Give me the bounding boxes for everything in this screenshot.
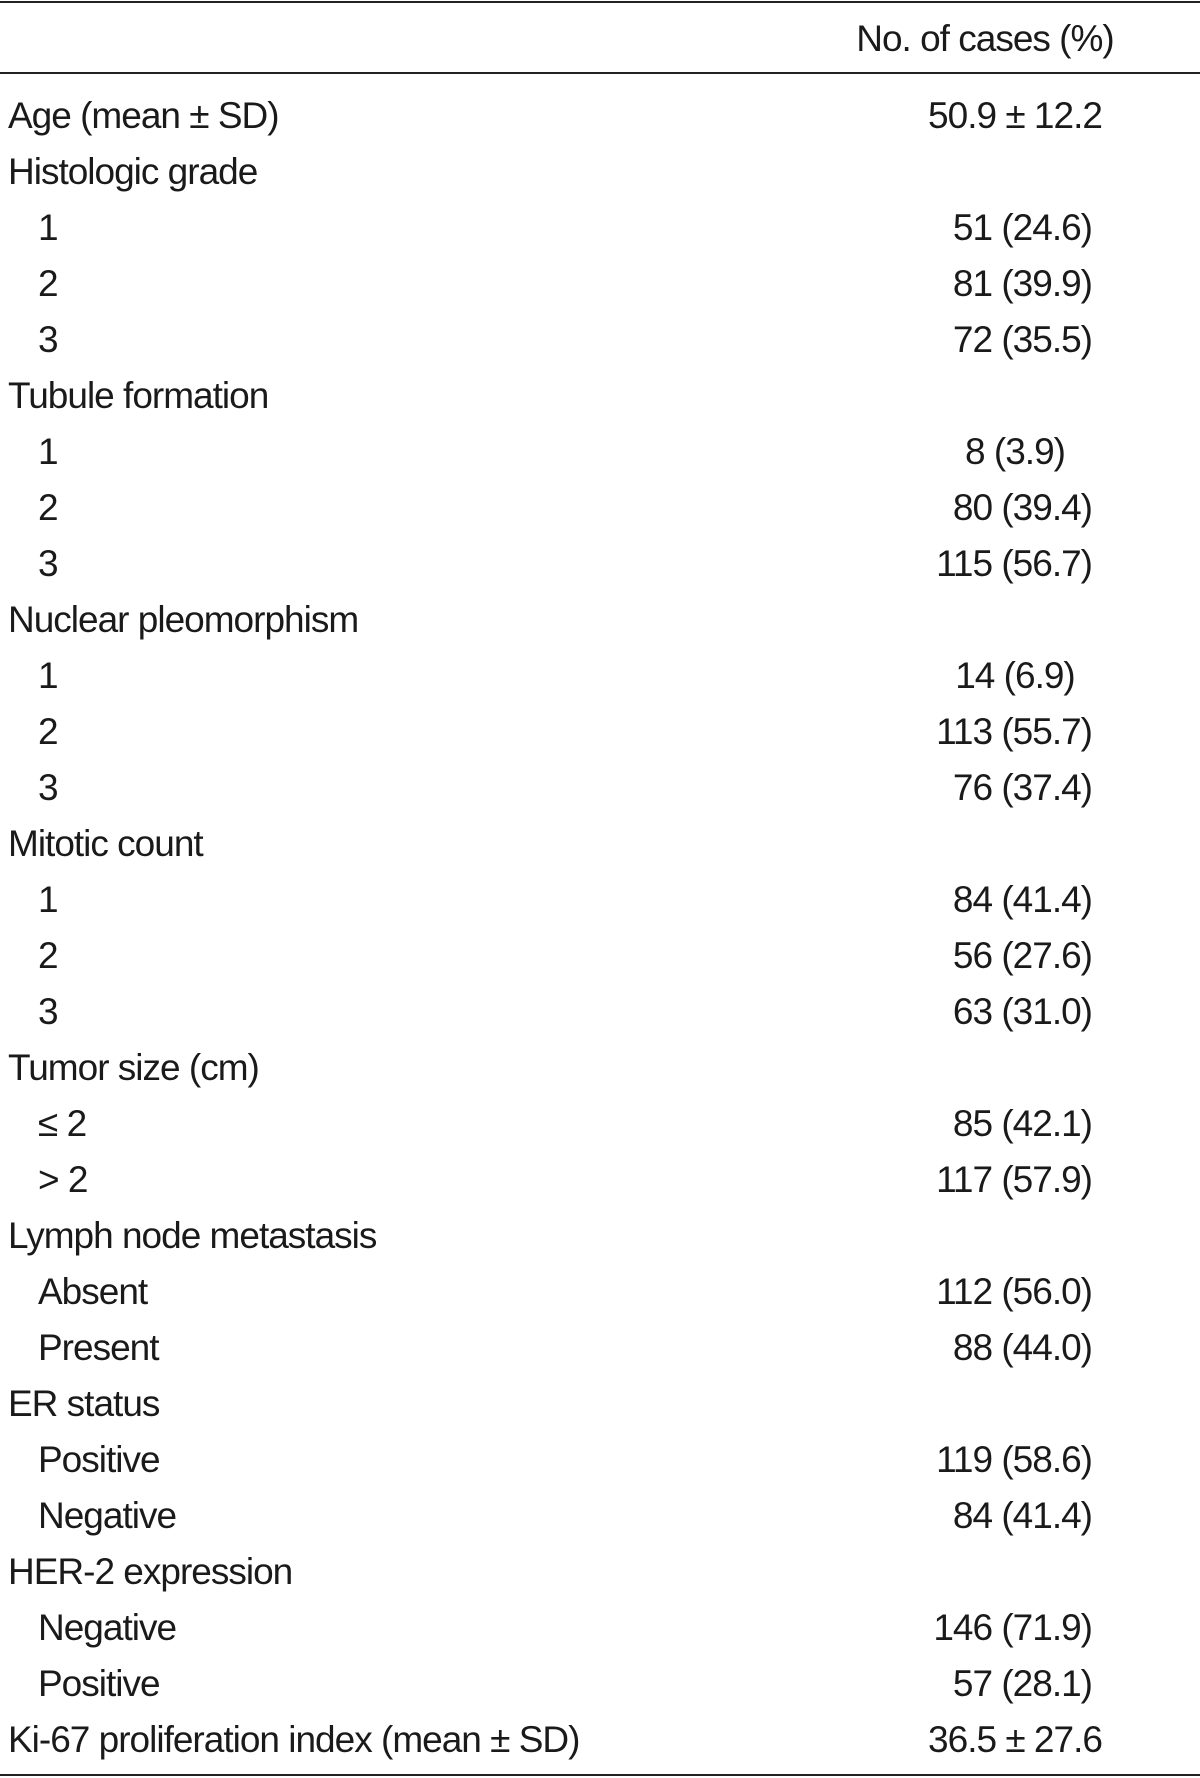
row-value: 14 (6.9) bbox=[955, 655, 1075, 696]
row-label: HER-2 expression bbox=[8, 1551, 293, 1592]
row-value: 57 (28.1) bbox=[952, 1663, 1092, 1704]
table-row bbox=[0, 984, 1200, 1040]
row-label: 1 bbox=[38, 207, 58, 248]
table-header-rule bbox=[0, 72, 1200, 74]
row-value: 117 (57.9) bbox=[936, 1159, 1092, 1200]
row-label: 1 bbox=[38, 879, 58, 920]
table-row bbox=[0, 704, 1200, 760]
row-value: 113 (55.7) bbox=[936, 711, 1092, 752]
row-label: 2 bbox=[38, 935, 58, 976]
table-row bbox=[0, 424, 1200, 480]
table-body bbox=[0, 88, 1200, 1768]
table-row bbox=[0, 312, 1200, 368]
table-row bbox=[0, 1432, 1200, 1488]
row-value: 119 (58.6) bbox=[936, 1439, 1092, 1480]
table-row bbox=[0, 1320, 1200, 1376]
row-label: 2 bbox=[38, 487, 58, 528]
row-label: Ki-67 proliferation index (mean ± SD) bbox=[8, 1719, 580, 1760]
row-label: ≤ 2 bbox=[38, 1103, 87, 1144]
table-category-row bbox=[0, 1376, 1200, 1432]
table-category-row bbox=[0, 368, 1200, 424]
row-label: 2 bbox=[38, 711, 58, 752]
row-label: Absent bbox=[38, 1271, 148, 1312]
row-value: 115 (56.7) bbox=[936, 543, 1092, 584]
table-row bbox=[0, 1600, 1200, 1656]
row-label: Lymph node metastasis bbox=[8, 1215, 377, 1256]
row-value: 8 (3.9) bbox=[965, 431, 1065, 472]
row-label: 3 bbox=[38, 543, 58, 584]
table-row bbox=[0, 256, 1200, 312]
row-label: Histologic grade bbox=[8, 151, 258, 192]
row-label: ER status bbox=[8, 1383, 160, 1424]
row-value: 56 (27.6) bbox=[952, 935, 1092, 976]
table-category-row bbox=[0, 1040, 1200, 1096]
row-label: Nuclear pleomorphism bbox=[8, 599, 359, 640]
table-row bbox=[0, 872, 1200, 928]
table-category-row bbox=[0, 592, 1200, 648]
row-value: 84 (41.4) bbox=[952, 879, 1092, 920]
table-bottom-rule bbox=[0, 1774, 1200, 1776]
row-value: 84 (41.4) bbox=[952, 1495, 1092, 1536]
row-value: 50.9 ± 12.2 bbox=[928, 95, 1102, 136]
row-label: > 2 bbox=[38, 1159, 88, 1200]
row-label: 1 bbox=[38, 655, 58, 696]
row-value: 146 (71.9) bbox=[933, 1607, 1092, 1648]
table-row bbox=[0, 536, 1200, 592]
row-value: 36.5 ± 27.6 bbox=[928, 1719, 1102, 1760]
row-label: Tumor size (cm) bbox=[8, 1047, 259, 1088]
table-row bbox=[0, 760, 1200, 816]
table-row bbox=[0, 1712, 1200, 1768]
row-value: 81 (39.9) bbox=[952, 263, 1092, 304]
row-value: 63 (31.0) bbox=[952, 991, 1092, 1032]
table-row bbox=[0, 648, 1200, 704]
table-row bbox=[0, 1656, 1200, 1712]
table-row bbox=[0, 1488, 1200, 1544]
table-row bbox=[0, 200, 1200, 256]
table-row bbox=[0, 88, 1200, 144]
row-label: 2 bbox=[38, 263, 58, 304]
row-label: 3 bbox=[38, 767, 58, 808]
row-label: Tubule formation bbox=[8, 375, 269, 416]
table-top-rule bbox=[0, 1, 1200, 3]
column-header-cases: No. of cases (%) bbox=[856, 18, 1114, 59]
row-label: Positive bbox=[38, 1439, 160, 1480]
row-label: Mitotic count bbox=[8, 823, 203, 864]
row-label: Present bbox=[38, 1327, 159, 1368]
table-row bbox=[0, 928, 1200, 984]
row-label: 1 bbox=[38, 431, 58, 472]
row-value: 88 (44.0) bbox=[952, 1327, 1092, 1368]
row-value: 112 (56.0) bbox=[936, 1271, 1092, 1312]
row-label: Positive bbox=[38, 1663, 160, 1704]
row-label: 3 bbox=[38, 319, 58, 360]
row-value: 80 (39.4) bbox=[952, 487, 1092, 528]
table-category-row bbox=[0, 144, 1200, 200]
table-row bbox=[0, 480, 1200, 536]
table-row bbox=[0, 1264, 1200, 1320]
row-label: 3 bbox=[38, 991, 58, 1032]
row-label: Negative bbox=[38, 1495, 177, 1536]
row-value: 51 (24.6) bbox=[952, 207, 1092, 248]
table-row bbox=[0, 1152, 1200, 1208]
row-value: 76 (37.4) bbox=[952, 767, 1092, 808]
row-value: 72 (35.5) bbox=[952, 319, 1092, 360]
table-category-row bbox=[0, 1544, 1200, 1600]
table-row bbox=[0, 1096, 1200, 1152]
table-category-row bbox=[0, 816, 1200, 872]
table-category-row bbox=[0, 1208, 1200, 1264]
row-label: Negative bbox=[38, 1607, 177, 1648]
row-value: 85 (42.1) bbox=[952, 1103, 1092, 1144]
row-label: Age (mean ± SD) bbox=[8, 95, 279, 136]
